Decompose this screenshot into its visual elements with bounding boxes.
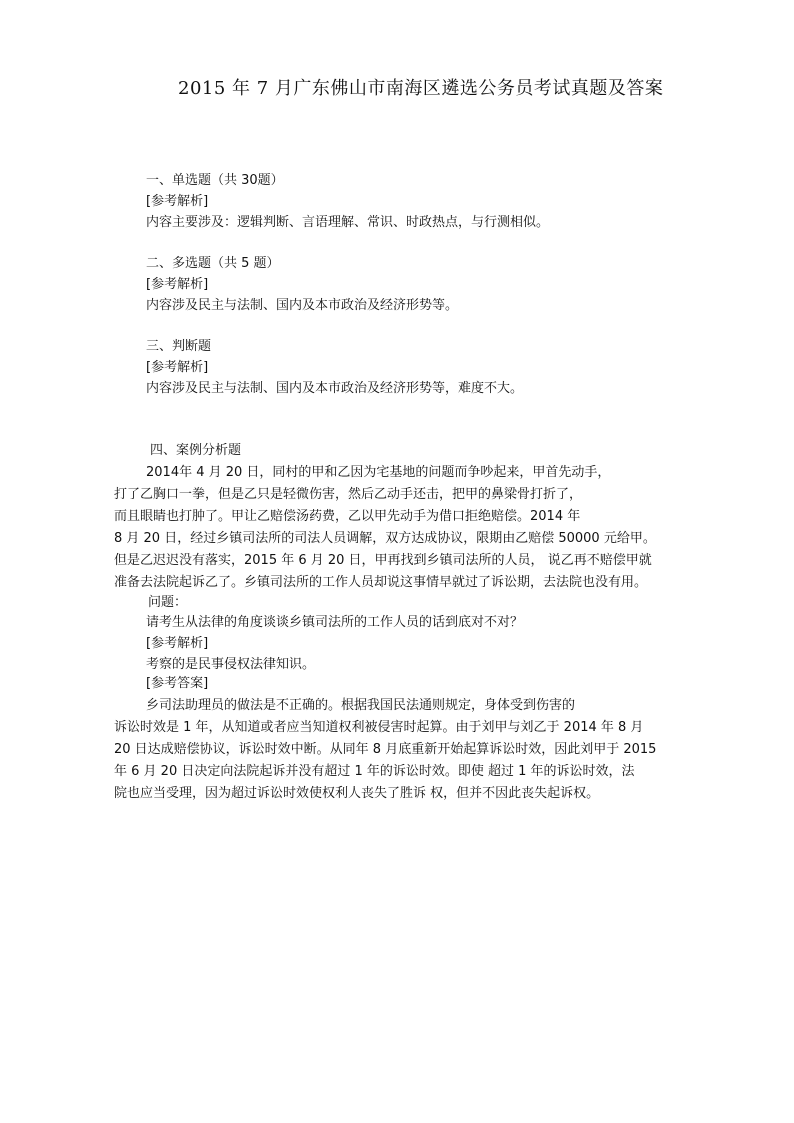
answer-label: [参考答案] bbox=[146, 676, 209, 691]
case-line: 而且眼睛也打肿了。甲让乙赔偿汤药费，乙以甲先动手为借口拒绝赔偿。2014 年 bbox=[114, 509, 581, 524]
case-line: 2014年 4 月 20 日，同村的甲和乙因为宅基地的问题而争吵起来，甲首先动手， bbox=[146, 465, 611, 480]
section-3-ref-label: [参考解析] bbox=[146, 360, 209, 375]
case-line: 8 月 20 日，经过乡镇司法所的司法人员调解，双方达成协议，限期由乙赔偿 50000 元给甲。 bbox=[114, 531, 656, 546]
answer-line: 年 6 月 20 日决定向法院起诉并没有超过 1 年的诉讼时效。即使 超过 1 年的诉讼时效，法 bbox=[114, 764, 635, 779]
section-1-heading: 一、单选题（共 30题） bbox=[146, 173, 284, 188]
section-4-ref-label: [参考解析] bbox=[146, 636, 209, 651]
section-2-heading: 二、多选题（共 5 题） bbox=[146, 256, 280, 271]
section-3-text: 内容涉及民主与法制、国内及本市政治及经济形势等，难度不大。 bbox=[146, 381, 524, 396]
section-2-ref-label: [参考解析] bbox=[146, 277, 209, 292]
section-2-text: 内容涉及民主与法制、国内及本市政治及经济形势等。 bbox=[146, 298, 459, 313]
section-3-heading: 三、判断题 bbox=[146, 339, 212, 354]
answer-line: 乡司法助理员的做法是不正确的。根据我国民法通则规定，身体受到伤害的 bbox=[146, 698, 576, 713]
section-4-ref-text: 考察的是民事侵权法律知识。 bbox=[146, 657, 316, 672]
section-1-ref-label: [参考解析] bbox=[146, 194, 209, 209]
section-4-heading: 四、案例分析题 bbox=[150, 443, 242, 458]
case-line: 但是乙迟迟没有落实，2015 年 6 月 20 日，甲再找到乡镇司法所的人员， 说乙再不赔偿甲就 bbox=[114, 553, 652, 568]
answer-line: 诉讼时效是 1 年，从知道或者应当知道权利被侵害时起算。由于刘甲与刘乙于 2014 年 8 月 bbox=[114, 720, 644, 735]
document-title: 2015 年 7 月广东佛山市南海区遴选公务员考试真题及答案 bbox=[178, 78, 664, 99]
question-label: 问题： bbox=[148, 595, 188, 610]
question-text: 请考生从法律的角度谈谈乡镇司法所的工作人员的话到底对不对？ bbox=[146, 615, 524, 630]
case-line: 准备去法院起诉乙了。乡镇司法所的工作人员却说这事情早就过了诉讼期，去法院也没有用。 bbox=[114, 575, 648, 590]
answer-line: 院也应当受理，因为超过诉讼时效使权利人丧失了胜诉 权，但并不因此丧失起诉权。 bbox=[114, 786, 600, 801]
section-1-text: 内容主要涉及：逻辑判断、言语理解、常识、时政热点，与行测相似。 bbox=[146, 215, 550, 230]
answer-line: 20 日达成赔偿协议，诉讼时效中断。从同年 8 月底重新开始起算诉讼时效，因此刘甲于 2015 bbox=[114, 742, 657, 757]
case-line: 打了乙胸口一拳，但是乙只是轻微伤害，然后乙动手还击，把甲的鼻梁骨打折了， bbox=[114, 487, 583, 502]
